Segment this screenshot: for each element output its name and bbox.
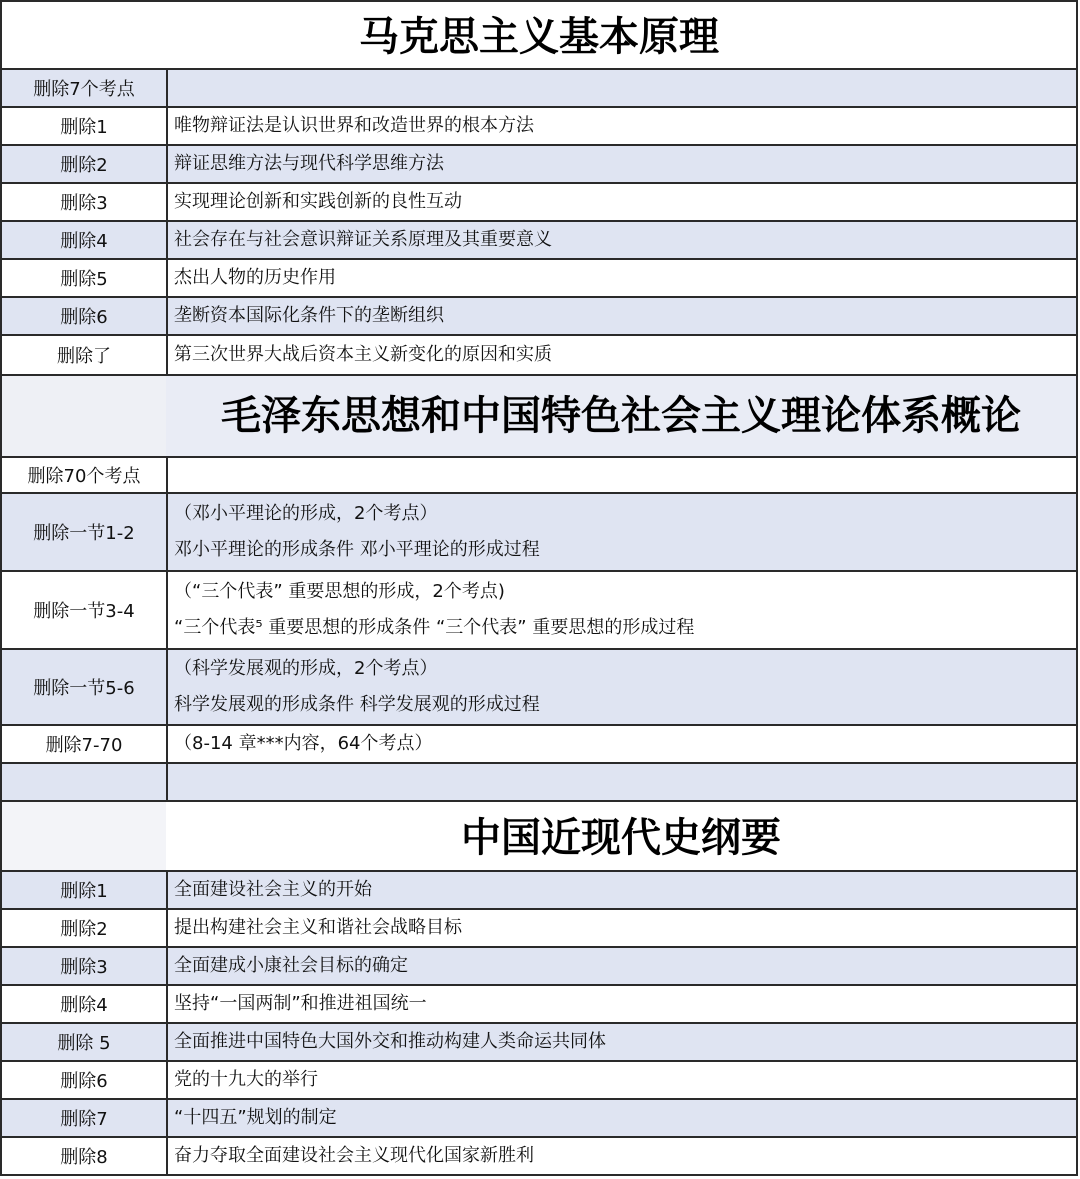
section1-title: [0, 0, 1078, 70]
table-row: [0, 298, 1078, 336]
empty-cell: [2, 764, 168, 800]
row-label: 删除1: [2, 108, 168, 144]
row-label: 删除 5: [2, 1024, 168, 1060]
row-text: 辩证思维方法与现代科学思维方法: [174, 153, 444, 174]
table-row: [0, 494, 1078, 572]
row-text: 全面推进中国特色大国外交和推动构建人类命运共同体: [174, 1031, 606, 1052]
section2-title-text: 毛泽东思想和中国特色社会主义理论体系概论: [221, 393, 1021, 439]
table-row: [0, 108, 1078, 146]
row-text: （8-14 章***内容，64个考点）: [174, 733, 433, 754]
table-row: [0, 650, 1078, 726]
section2-header-empty: [168, 458, 1076, 492]
row-label: 删除5: [2, 260, 168, 296]
row-text: 提出构建社会主义和谐社会战略目标: [174, 917, 462, 938]
blurred-patch: [2, 376, 166, 456]
row-text: 第三次世界大战后资本主义新变化的原因和实质: [174, 344, 552, 365]
row-text-line2: 科学发展观的形成条件 科学发展观的形成过程: [174, 694, 540, 715]
row-text-line1: （邓小平理论的形成，2个考点）: [174, 503, 438, 524]
table-row: [0, 184, 1078, 222]
row-label: 删除4: [2, 222, 168, 258]
table-row: [0, 336, 1078, 376]
table-row: [0, 986, 1078, 1024]
row-text: 奋力夺取全面建设社会主义现代化国家新胜利: [174, 1145, 534, 1166]
row-text: 唯物辩证法是认识世界和改造世界的根本方法: [174, 115, 534, 136]
row-label: 删除7-70: [2, 726, 168, 762]
empty-cell: [168, 764, 1076, 800]
row-label: 删除7: [2, 1100, 168, 1136]
section1-header-empty: [168, 70, 1076, 106]
row-text: 党的十九大的举行: [174, 1069, 318, 1090]
section2-header-label: 删除70个考点: [2, 458, 168, 492]
row-label: 删除3: [2, 184, 168, 220]
row-text-line1: （“三个代表” 重要思想的形成，2个考点): [174, 581, 505, 602]
row-label: 删除6: [2, 298, 168, 334]
table-row: [0, 146, 1078, 184]
row-text-line1: （科学发展观的形成，2个考点）: [174, 658, 438, 679]
row-label: 删除8: [2, 1138, 168, 1174]
row-label: 删除3: [2, 948, 168, 984]
row-text: 社会存在与社会意识辩证关系原理及其重要意义: [174, 229, 552, 250]
row-label: 删除一节3-4: [2, 572, 168, 648]
row-label: 删除一节1-2: [2, 494, 168, 570]
row-label: 删除6: [2, 1062, 168, 1098]
row-label: 删除了: [2, 336, 168, 374]
table-row: [0, 1024, 1078, 1062]
row-text: 坚持“一国两制”和推进祖国统一: [174, 993, 427, 1014]
table-row: [0, 872, 1078, 910]
table-row: [0, 260, 1078, 298]
row-text-line2: “三个代表⁵ 重要思想的形成条件 “三个代表” 重要思想的形成过程: [174, 617, 695, 638]
table-row: [0, 726, 1078, 764]
row-text-line2: 邓小平理论的形成条件 邓小平理论的形成过程: [174, 539, 540, 560]
row-text: 全面建设社会主义的开始: [174, 879, 372, 900]
table-row: [0, 1062, 1078, 1100]
table-row: [0, 222, 1078, 260]
table-row: [0, 1100, 1078, 1138]
row-label: 删除2: [2, 146, 168, 182]
row-label: 删除2: [2, 910, 168, 946]
section1-title-text: 马克思主义基本原理: [359, 14, 719, 60]
section2-header-row: [0, 458, 1078, 494]
section3-title-text: 中国近现代史纲要: [461, 815, 781, 861]
row-text: 垄断资本国际化条件下的垄断组织: [174, 305, 444, 326]
table-row: [0, 572, 1078, 650]
table-row: [0, 1138, 1078, 1176]
section1-header-row: [0, 70, 1078, 108]
row-text: 杰出人物的历史作用: [174, 267, 336, 288]
empty-row: [0, 764, 1078, 802]
row-text: 全面建成小康社会目标的确定: [174, 955, 408, 976]
table-row: [0, 948, 1078, 986]
row-text: “十四五”规划的制定: [174, 1107, 337, 1128]
row-label: 删除4: [2, 986, 168, 1022]
row-text: 实现理论创新和实践创新的良性互动: [174, 191, 462, 212]
section2-title: [0, 376, 1078, 458]
section1-header-label: 删除7个考点: [2, 70, 168, 106]
section3-title: [0, 802, 1078, 872]
table-row: [0, 910, 1078, 948]
blurred-patch: [2, 802, 166, 870]
row-label: 删除一节5-6: [2, 650, 168, 724]
row-label: 删除1: [2, 872, 168, 908]
